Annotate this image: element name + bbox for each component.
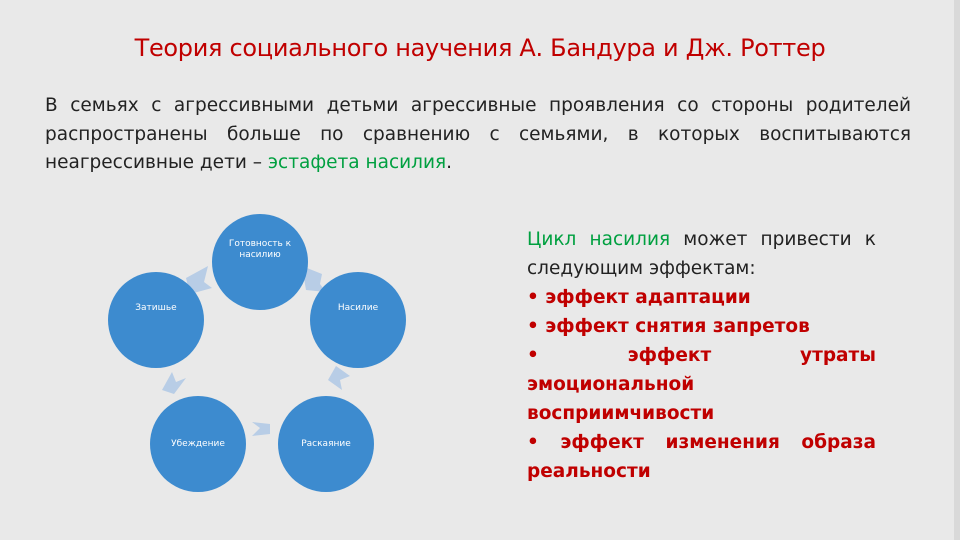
cycle-arrow [162, 372, 186, 394]
node-label: Насилие [337, 302, 379, 313]
violence-cycle-diagram [100, 200, 420, 480]
node-conviction [150, 396, 246, 492]
effect-item: • эффект изменения образа [527, 432, 876, 453]
effect-item: • эффект адаптации [527, 287, 751, 308]
node-violence [310, 272, 406, 368]
effects-highlight: Цикл насилия [527, 229, 671, 250]
intro-text: В семьях с агрессивными детьми агрессивные проявления со стороны родителей распространены больше по сравнению с семьями, в которых воспитываются неагрессивные дети – [45, 95, 911, 173]
intro-text-end: . [446, 152, 453, 173]
effect-item: восприимчивости [527, 403, 715, 424]
intro-highlight: эстафета насилия [267, 152, 447, 173]
effect-item: реальности [527, 461, 651, 482]
node-readiness [212, 214, 308, 310]
effect-item: • эффект снятия запретов [527, 316, 810, 337]
intro-paragraph [45, 92, 911, 178]
node-calm [108, 272, 204, 368]
node-label: Затишье [135, 302, 177, 313]
effects-intro-line-2: следующим эффектам: [527, 258, 756, 279]
effects-intro-text: может привести к [670, 229, 876, 250]
effects-intro-line [527, 225, 876, 254]
cycle-arrow [252, 422, 270, 436]
node-label: Убеждение [171, 438, 225, 449]
effect-item: • эффект утраты эмоциональной [527, 345, 876, 395]
node-label: Раскаяние [301, 438, 351, 449]
cycle-arrow [328, 366, 350, 390]
node-label: Готовность к насилию [228, 239, 292, 260]
right-edge-bar [954, 0, 960, 540]
effects-list [527, 225, 876, 486]
node-remorse [278, 396, 374, 492]
slide-title: Теория социального научения А. Бандура и Дж. Роттер [134, 34, 826, 62]
